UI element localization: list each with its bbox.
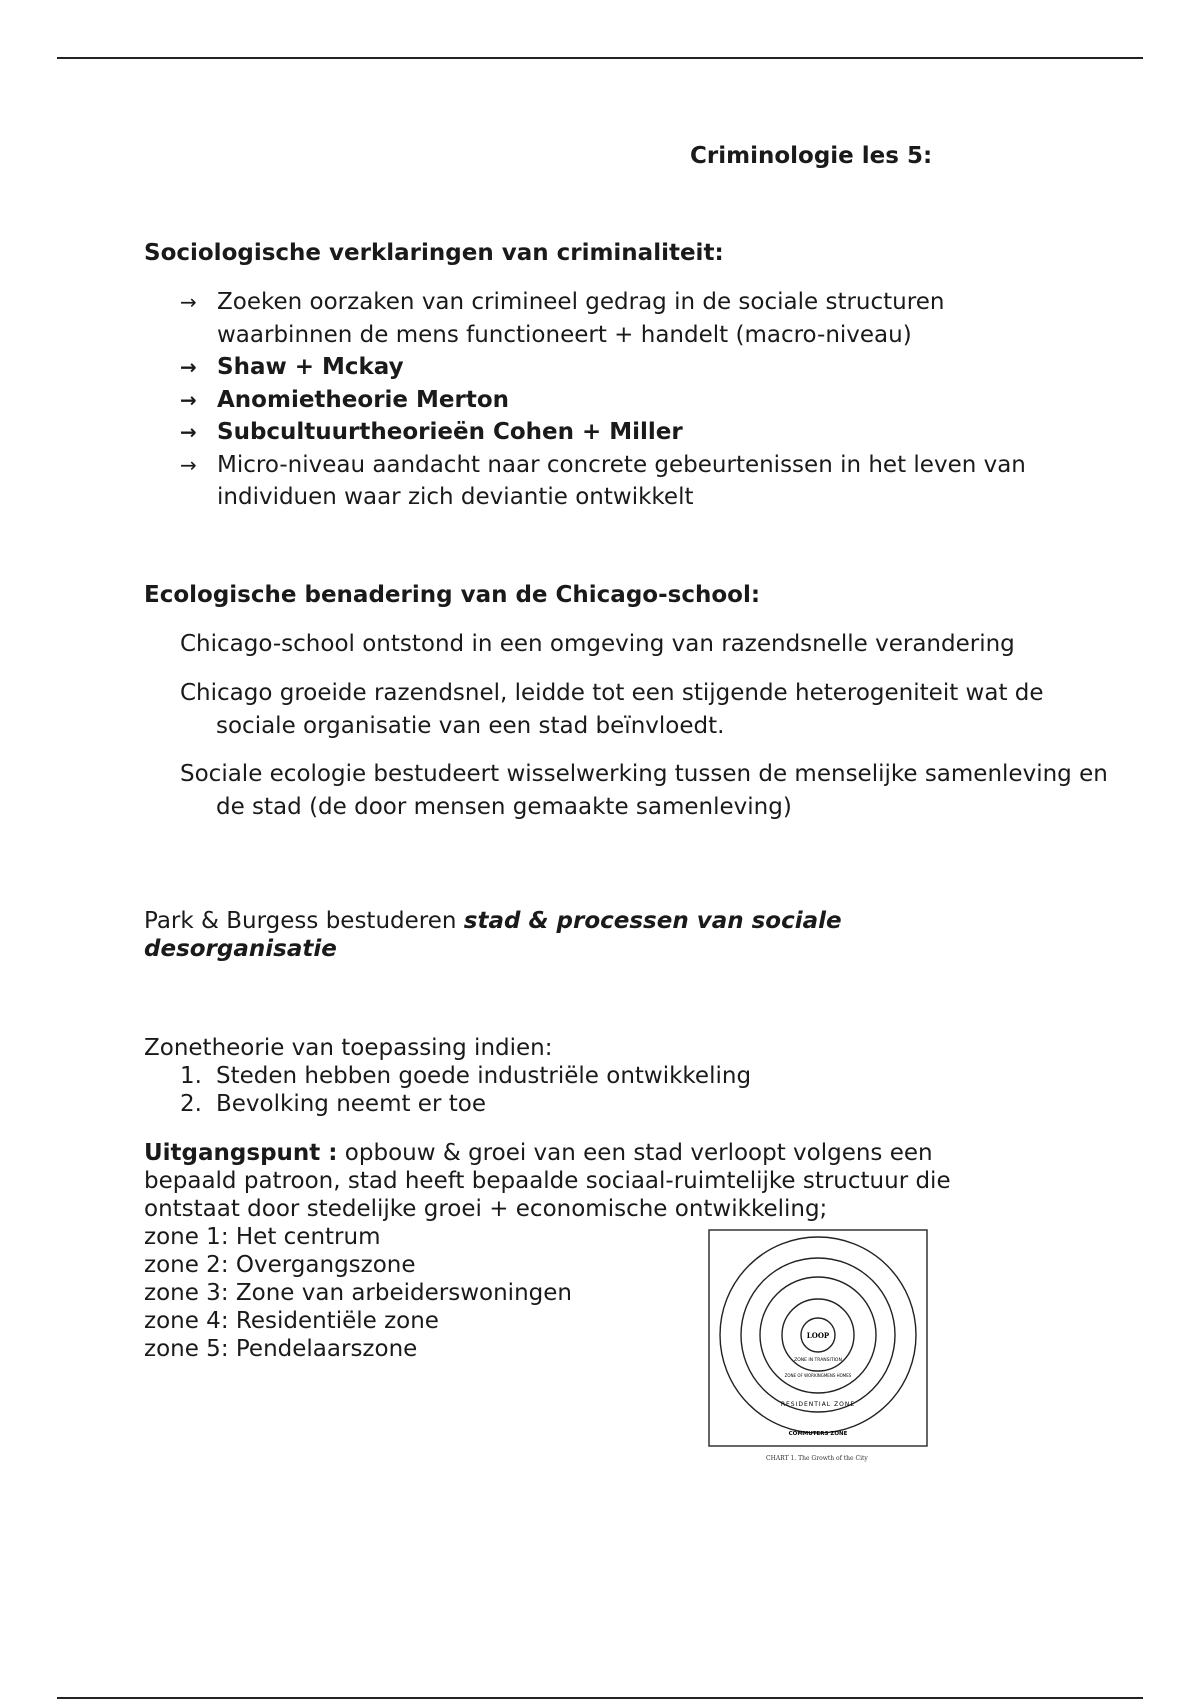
concentric-zone-svg — [708, 1229, 928, 1447]
workingmen-label: ZONE OF WORKINGMENS HOMES — [784, 1373, 852, 1378]
loop-label: LOOP — [806, 1331, 830, 1340]
sociological-bullet-list — [180, 286, 1080, 514]
page-title: Criminologie les 5: — [690, 143, 933, 169]
uitgangspunt-paragraph: Uitgangspunt : opbouw & groei van een stad verloopt volgens een bepaald patroon, stad heeft bepaalde sociaal-ruimtelijke structuur die ontstaat door stedelijke groei + economische ontwikkeling; — [144, 1140, 951, 1222]
zone-item: zone 1: Het centrum — [144, 1224, 381, 1250]
list-item: 1. Steden hebben goede industriële ontwikkeling — [180, 1063, 752, 1089]
list-item: 2. Bevolking neemt er toe — [180, 1091, 486, 1117]
header-rule — [57, 57, 1143, 59]
commuters-label: COMMUTERS ZONE — [788, 1431, 848, 1437]
concentric-zone-diagram — [708, 1229, 928, 1447]
list-item: → Zoeken oorzaken van crimineel gedrag in de sociale structuren waarbinnen de mens functioneert + handelt (macro-niveau) — [180, 286, 1080, 351]
figure-caption: CHART 1. The Growth of the City — [766, 1455, 868, 1462]
list-item: → Shaw + Mckay — [180, 351, 1080, 384]
list-item: → Anomietheorie Merton — [180, 384, 1080, 417]
footer-rule — [57, 1697, 1143, 1699]
zone-item: zone 2: Overgangszone — [144, 1252, 416, 1278]
zonetheorie-intro: Zonetheorie van toepassing indien: — [144, 1035, 553, 1061]
park-burgess-paragraph: Park & Burgess bestuderen stad & processen van sociale desorganisatie — [144, 908, 842, 962]
uitgangspunt-label: Uitgangspunt : — [144, 1140, 338, 1166]
arrow-icon: → — [180, 420, 197, 444]
transition-label: ZONE IN TRANSITION — [794, 1358, 842, 1363]
arrow-icon: → — [180, 387, 197, 412]
section-heading-ecological: Ecologische benadering van de Chicago-school: — [144, 582, 761, 608]
arrow-icon: → — [180, 452, 197, 477]
list-item: → Micro-niveau aandacht naar concrete gebeurtenissen in het leven van individuen waar zich deviantie ontwikkelt — [180, 449, 1080, 514]
section-heading-sociological: Sociologische verklaringen van criminaliteit: — [144, 240, 724, 266]
park-burgess-emphasis: stad & processen van sociale desorganisatie — [144, 908, 842, 962]
list-item: → Subcultuurtheorieën Cohen + Miller — [180, 416, 1080, 449]
zone-list — [144, 1223, 572, 1363]
ecology-paragraph: Chicago-school ontstond in een omgeving van razendsnelle verandering — [180, 631, 1015, 657]
zone-item: zone 4: Residentiële zone — [144, 1308, 439, 1334]
arrow-icon: → — [180, 290, 197, 314]
ecology-paragraph: Sociale ecologie bestudeert wisselwerking tussen de menselijke samenleving en de stad (de door mensen gemaakte samenleving) — [180, 761, 1108, 820]
zone-item: zone 5: Pendelaarszone — [144, 1336, 418, 1362]
residential-label: RESIDENTIAL ZONE — [780, 1401, 856, 1408]
arrow-icon: → — [180, 355, 197, 379]
zonetheorie-conditions — [180, 1062, 751, 1118]
ecology-paragraph: Chicago groeide razendsnel, leidde tot een stijgende heterogeniteit wat de sociale organisatie van een stad beïnvloedt. — [180, 680, 1044, 739]
zone-item: zone 3: Zone van arbeiderswoningen — [144, 1280, 572, 1306]
